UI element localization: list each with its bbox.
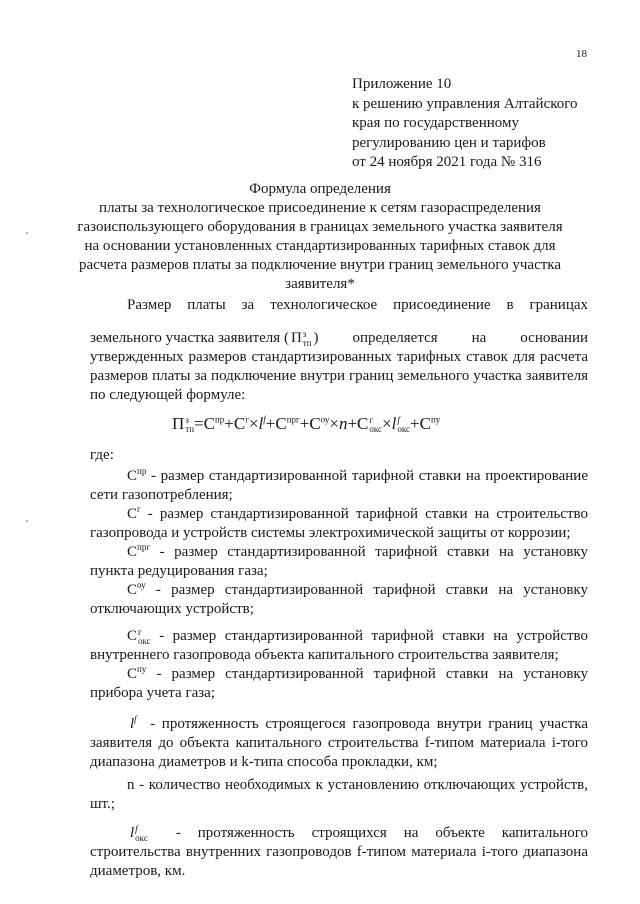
appendix-line: Приложение 10 xyxy=(352,76,452,92)
intro-line: Размер платы за технологическое присоединение в границах xyxy=(127,297,588,313)
def-item: $С^{пу}$ - размер стандартизированной тарифной ставки на установку прибора учета газа; xyxy=(90,664,589,701)
def-text: внутреннего газопровода объекта капитального строительства заявителя; xyxy=(90,647,559,663)
def-text: прибора учета газа; xyxy=(90,685,216,701)
page-number: 18 xyxy=(576,48,587,60)
intro-line: размеров платы за подключение внутри границ земельного участка заявителя xyxy=(90,368,588,384)
intro-line xyxy=(90,329,588,348)
def-text: - размер стандартизированной тарифной ставки на установку xyxy=(159,544,588,560)
def-text: - размер стандартизированной тарифной ставки на устройство xyxy=(159,628,588,644)
def-text: шт.; xyxy=(90,796,115,812)
def-text: газопровода и устройств системы электрохимической защиты от коррозии; xyxy=(90,525,571,541)
def-item: $l^f$ - протяженность строящегося газопровода внутри границ участка заявителя до объекта капитального строительства f-типом материала i-того диапазона диаметров и k-типа способа прокладки, км; xyxy=(90,714,589,770)
def-text: - размер стандартизированной тарифной ставки на установку xyxy=(156,666,589,682)
scan-mark xyxy=(26,520,28,522)
def-text: отключающих устройств; xyxy=(90,601,254,617)
title-line: платы за технологическое присоединение к сетям газораспределения xyxy=(99,200,541,216)
symbol-sub: тп xyxy=(302,337,312,348)
appendix-line: от 24 ноября 2021 года № 316 xyxy=(352,154,542,170)
def-text: - размер стандартизированной тарифной ставки на установку xyxy=(155,582,589,598)
def-text: n - количество необходимых к установлению отключающих устройств, xyxy=(127,777,588,793)
title-line: заявителя* xyxy=(285,276,355,292)
def-text: сети газопотребления; xyxy=(90,487,233,503)
intro-text: земельного участка заявителя ( xyxy=(90,330,289,346)
symbol-sup: з xyxy=(302,328,307,339)
def-item xyxy=(90,776,588,814)
intro-paragraph xyxy=(90,296,588,405)
def-item: l f окс - протяженность строящихся на объекте капитального строительства внутренних газопроводов f-типом материала i-того диапазона диаметров, км. xyxy=(90,823,588,879)
definitions xyxy=(90,446,588,881)
def-text: пункта редуцирования газа; xyxy=(90,563,268,579)
title-line: расчета размеров платы за подключение внутри границ земельного участка xyxy=(78,257,562,273)
intro-line: по следующей формуле: xyxy=(90,387,246,403)
scan-mark xyxy=(26,232,28,234)
intro-text: ) определяется на основании xyxy=(313,330,588,346)
def-item: $С^{пр}$ - размер стандартизированной тарифной ставки на проектирование сети газопотребления; xyxy=(90,466,588,503)
title-line: на основании установленных стандартизированных тарифных ставок для xyxy=(84,238,556,254)
appendix-line: регулированию цен и тарифов xyxy=(352,134,546,151)
def-text: строительства внутренних газопроводов f-типом материала i-того диапазона xyxy=(90,844,588,860)
main-formula: П з тп $=C^{пр}+C^г\times l^f+C^{прг}+C^{оу}\times n+C$ г окс ×l f окс $+C^{пу}$ xyxy=(172,414,441,435)
appendix-line: края по государственному xyxy=(352,115,519,131)
title-line: Формула определения xyxy=(249,181,391,197)
def-text: заявителя до объекта капитального строительства f-типом материала i-того xyxy=(90,735,588,751)
def-item: С г окс - размер стандартизированной тарифной ставки на устройство внутреннего газопровода объекта капитального строительства заявителя; xyxy=(90,626,588,663)
def-text: диаметров, км. xyxy=(90,863,186,879)
def-text: - протяженность строящегося газопровода внутри границ участка xyxy=(150,716,589,732)
def-text: - размер стандартизированной тарифной ставки на проектирование xyxy=(151,468,588,484)
intro-line: утвержденных размеров стандартизированных тарифных ставок для расчета xyxy=(90,349,588,365)
title-line: газоиспользующего оборудования в границах земельного участка заявителя xyxy=(77,219,563,235)
document-title xyxy=(70,180,570,294)
appendix-header xyxy=(352,75,578,173)
def-item: $С^{прг}$ - размер стандартизированной тарифной ставки на установку пункта редуцирования газа; xyxy=(90,542,588,579)
def-text: - протяженность строящихся на объекте капитального xyxy=(175,825,588,841)
def-text: диапазона диаметров и k-типа способа прокладки, км; xyxy=(90,754,438,770)
def-item: $С^г$ - размер стандартизированной тарифной ставки на строительство газопровода и устройств системы электрохимической защиты от коррозии; xyxy=(90,504,588,541)
symbol-indices xyxy=(303,330,312,348)
appendix-line: к решению управления Алтайского xyxy=(352,95,578,112)
where-label: где: xyxy=(90,447,114,463)
def-text: - размер стандартизированной тарифной ставки на строительство xyxy=(147,506,588,522)
def-item: $С^{оу}$ - размер стандартизированной тарифной ставки на установку отключающих устройств; xyxy=(90,580,589,617)
tariff-symbol: П з тп xyxy=(290,328,312,348)
